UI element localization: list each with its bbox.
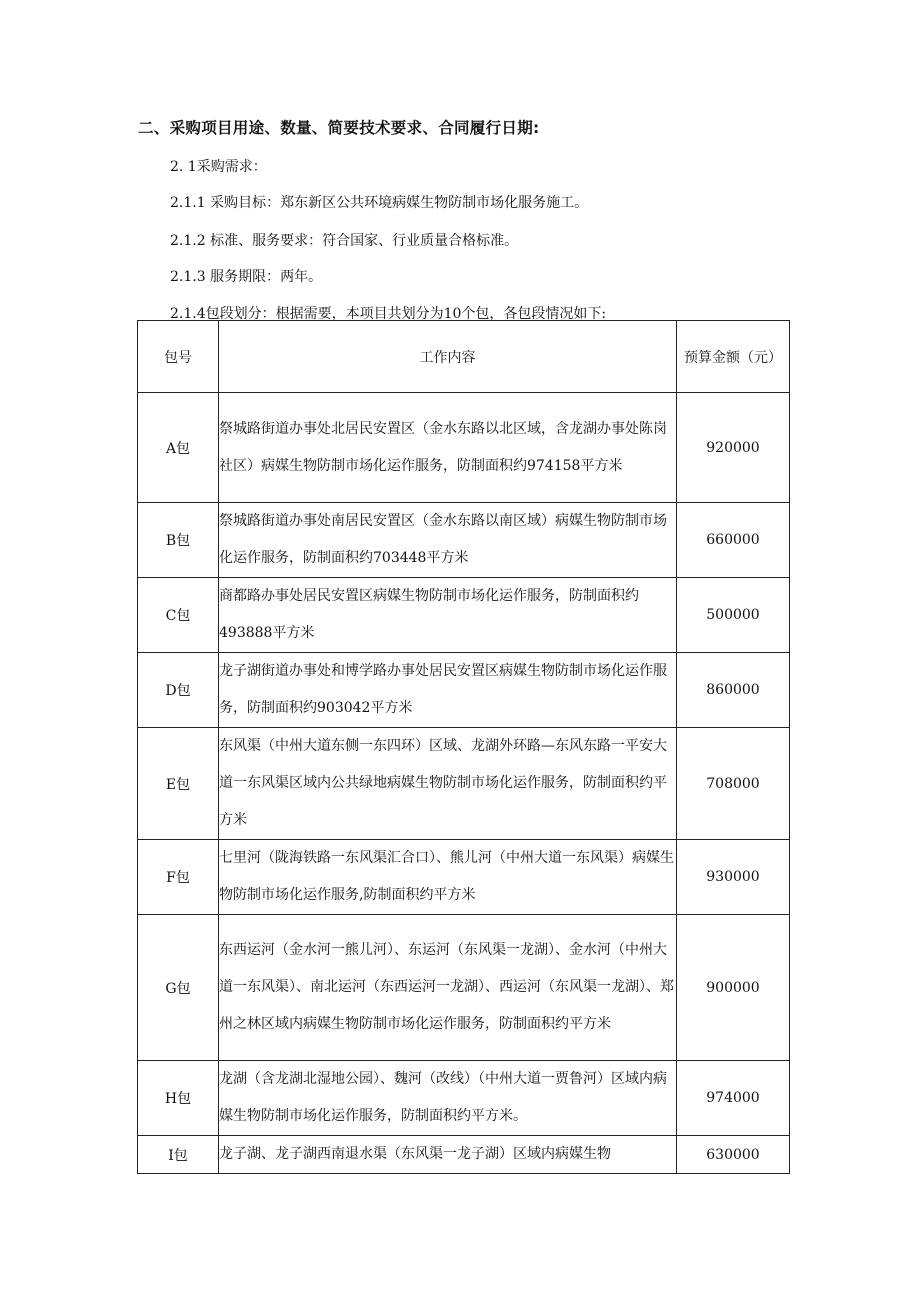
paragraph-procurement-needs: 2. 1采购需求： [170,159,267,175]
cell-package: E包 [138,728,219,840]
paragraph-service-standard: 2.1.2 标准、服务要求：符合国家、行业质量合格标准。 [170,233,519,249]
cell-budget: 860000 [677,653,790,728]
paragraph-procurement-goal: 2.1.1 采购目标：郑东新区公共环境病媒生物防制市场化服务施工。 [170,195,589,211]
cell-package: C包 [138,578,219,653]
table-row [138,393,790,503]
cell-content: 东风渠（中州大道东侧一东四环）区域、龙湖外环路—东风东路一平安大道一东风渠区域内公共绿地病媒生物防制市场化运作服务，防制面积约平方米 [219,728,677,840]
cell-budget: 920000 [677,393,790,503]
cell-package: D包 [138,653,219,728]
table-row [138,578,790,653]
cell-budget: 974000 [677,1061,790,1136]
cell-budget: 660000 [677,503,790,578]
section-heading: 二、采购项目用途、数量、简要技术要求、合同履行日期: [138,119,540,137]
table-row [138,840,790,915]
cell-budget: 500000 [677,578,790,653]
header-package: 包号 [138,321,219,393]
cell-budget: 708000 [677,728,790,840]
cell-content: 东西运河（金水河一熊儿河）、东运河（东风渠一龙湖）、金水河（中州大道一东风渠）、南北运河（东西运河一龙湖）、西运河（东风渠一龙湖）、郑州之林区域内病媒生物防制市场化运作服务，防制面积约平方米 [219,915,677,1061]
table-row [138,653,790,728]
table-row [138,728,790,840]
header-budget: 预算金额（元） [677,321,790,393]
table-row [138,1061,790,1136]
cell-budget: 900000 [677,915,790,1061]
cell-content: 龙湖（含龙湖北湿地公园）、魏河（改线）（中州大道一贾鲁河）区域内病媒生物防制市场化运作服务，防制面积约平方米。 [219,1061,677,1136]
header-work-content: 工作内容 [219,321,677,393]
package-table [137,320,790,1174]
paragraph-service-period: 2.1.3 服务期限：两年。 [170,269,323,285]
cell-package: B包 [138,503,219,578]
cell-package: A包 [138,393,219,503]
cell-package: F包 [138,840,219,915]
cell-budget: 930000 [677,840,790,915]
table-row [138,1136,790,1174]
cell-budget: 630000 [677,1136,790,1174]
table-row [138,915,790,1061]
cell-package: H包 [138,1061,219,1136]
cell-content: 七里河（陇海铁路一东风渠汇合口）、熊儿河（中州大道一东风渠）病媒生物防制市场化运作服务,防制面积约平方米 [219,840,677,915]
cell-content: 龙子湖、龙子湖西南退水渠（东风渠一龙子湖）区域内病媒生物 [219,1136,677,1174]
table-header-row [138,321,790,393]
table-row [138,503,790,578]
cell-package: I包 [138,1136,219,1174]
cell-content: 祭城路街道办事处北居民安置区（金水东路以北区域，含龙湖办事处陈岗社区）病媒生物防制市场化运作服务，防制面积约974158平方米 [219,393,677,503]
cell-package: G包 [138,915,219,1061]
cell-content: 祭城路街道办事处南居民安置区（金水东路以南区域）病媒生物防制市场化运作服务，防制面积约703448平方米 [219,503,677,578]
cell-content: 龙子湖街道办事处和博学路办事处居民安置区病媒生物防制市场化运作服务，防制面积约903042平方米 [219,653,677,728]
paragraph-package-division: 2.1.4包段划分：根据需要，本项目共划分为10个包，各包段情况如下: [170,306,607,322]
cell-content: 商都路办事处居民安置区病媒生物防制市场化运作服务，防制面积约493888平方米 [219,578,677,653]
